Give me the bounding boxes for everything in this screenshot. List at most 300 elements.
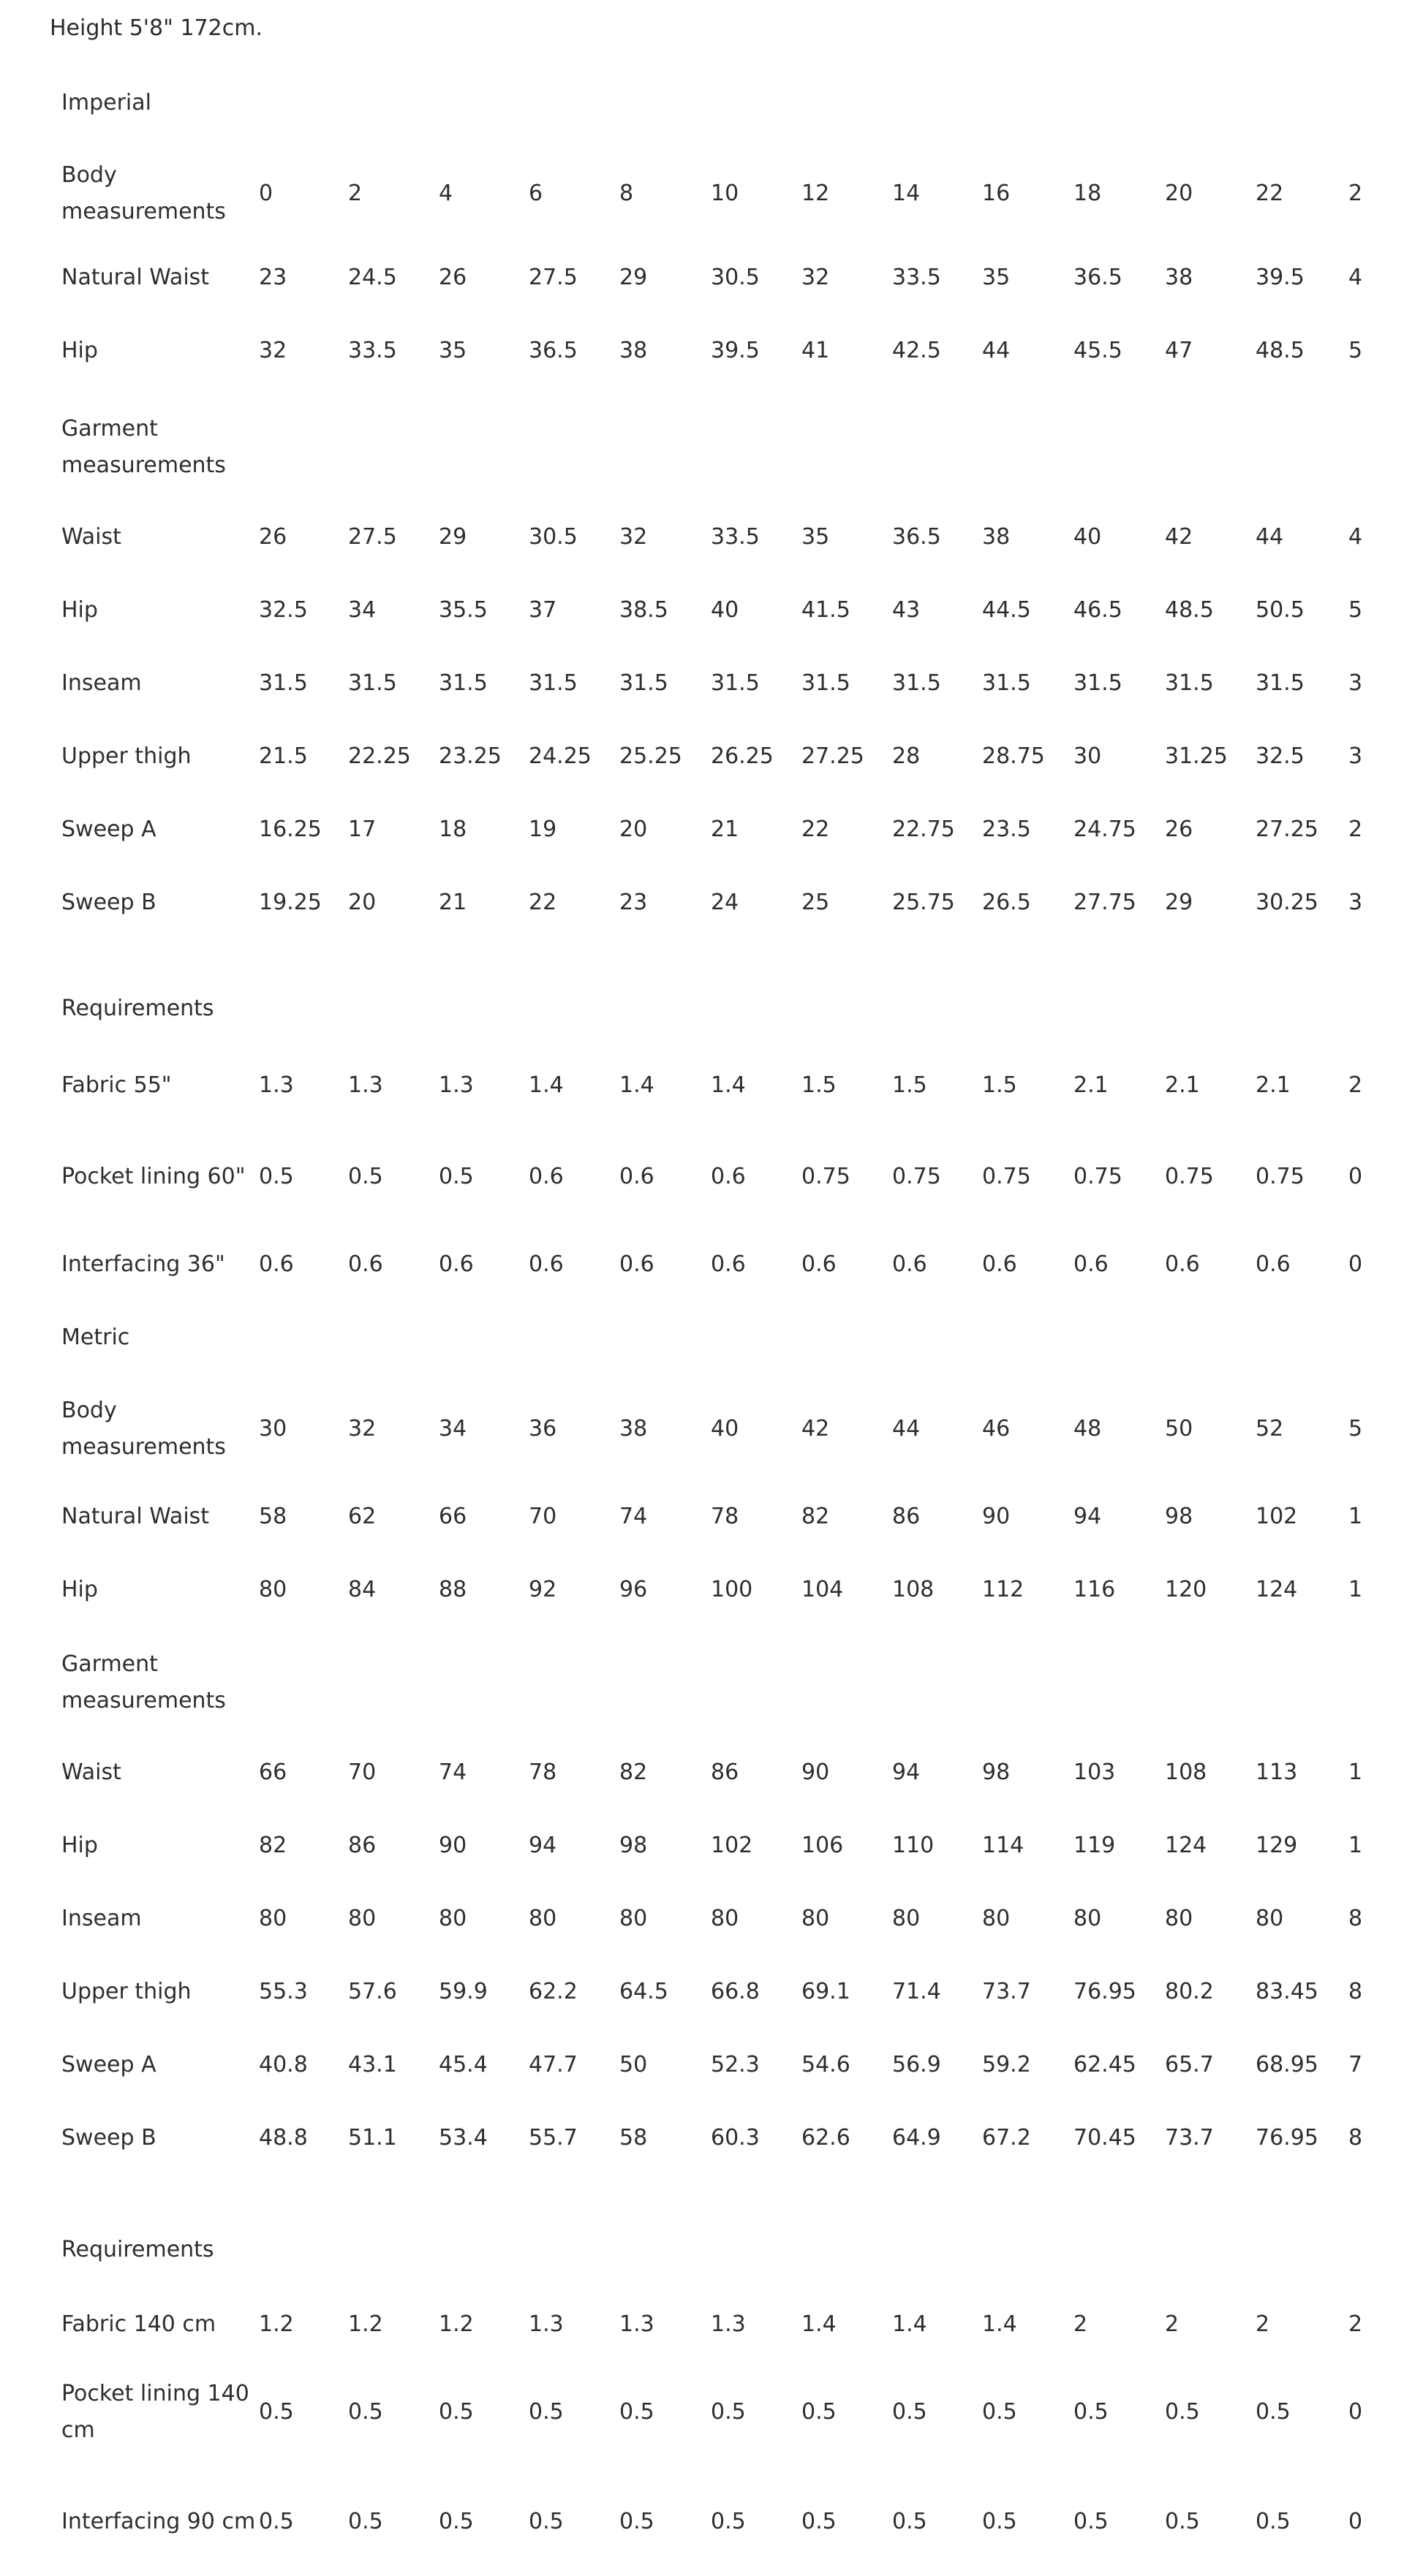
size-value-cell: 62.45 <box>1073 2052 1136 2077</box>
size-value-cell: 66 <box>439 1504 467 1529</box>
size-value-cell: 23.25 <box>439 743 502 769</box>
size-value-cell: 34 <box>439 1416 467 1442</box>
size-value-cell: 26 <box>1165 817 1193 842</box>
size-value-cell: 0.75 <box>801 1164 850 1189</box>
size-value-cell: 26.25 <box>711 743 774 769</box>
size-value-cell: 0.6 <box>619 1164 654 1189</box>
size-value-cell: 1 <box>1348 1577 1363 1602</box>
size-value-cell: 33.5 <box>892 265 941 290</box>
size-value-cell: 14 <box>892 181 921 206</box>
size-value-cell: 0.5 <box>711 2399 746 2425</box>
size-value-cell: 82 <box>801 1504 830 1529</box>
row-label: Sweep B <box>61 2125 156 2151</box>
size-value-cell: 39.5 <box>1256 265 1305 290</box>
size-value-cell: 80 <box>982 1906 1011 1931</box>
size-value-cell: 2 <box>1256 2311 1270 2337</box>
size-value-cell: 0.6 <box>529 1251 564 1277</box>
size-value-cell: 25.25 <box>619 743 682 769</box>
size-value-cell: 0.5 <box>801 2399 837 2425</box>
size-value-cell: 106 <box>801 1833 844 1858</box>
size-value-cell: 42 <box>1165 524 1193 550</box>
size-value-cell: 36 <box>529 1416 557 1442</box>
size-value-cell: 20 <box>619 817 648 842</box>
row-label: Fabric 55" <box>61 1072 172 1098</box>
size-value-cell: 31.25 <box>1165 743 1228 769</box>
size-value-cell: 90 <box>439 1833 467 1858</box>
size-value-cell: 2 <box>1073 2311 1088 2337</box>
size-value-cell: 94 <box>529 1833 557 1858</box>
size-value-cell: 8 <box>619 181 634 206</box>
size-value-cell: 41 <box>801 338 830 363</box>
size-value-cell: 0.5 <box>982 2399 1017 2425</box>
size-value-cell: 31.5 <box>1073 670 1122 696</box>
size-value-cell: 56.9 <box>892 2052 941 2077</box>
metric-requirements-title: Requirements <box>61 2237 214 2262</box>
size-value-cell: 44 <box>982 338 1011 363</box>
size-value-cell: 0.5 <box>1256 2399 1291 2425</box>
size-value-cell: 18 <box>439 817 467 842</box>
size-value-cell: 0.5 <box>711 2509 746 2534</box>
size-value-cell: 70.45 <box>1073 2125 1136 2151</box>
size-value-cell: 36.5 <box>1073 265 1122 290</box>
size-value-cell: 90 <box>982 1504 1011 1529</box>
size-value-cell: 26.5 <box>982 890 1031 915</box>
size-value-cell: 40 <box>1073 524 1102 550</box>
metric-garment-title: Garment measurements <box>61 1651 226 1713</box>
size-value-cell: 1.3 <box>259 1072 294 1098</box>
size-value-cell: 0 <box>259 181 273 206</box>
size-value-cell: 32 <box>259 338 287 363</box>
row-label: Body measurements <box>61 162 226 224</box>
imperial-req-row <box>0 1137 1423 1217</box>
size-value-cell: 50.5 <box>1256 597 1305 623</box>
size-value-cell: 0.75 <box>1165 1164 1214 1189</box>
size-value-cell: 38 <box>1165 265 1193 290</box>
size-value-cell: 23 <box>259 265 287 290</box>
size-value-cell: 2 <box>1348 2311 1363 2337</box>
size-value-cell: 80 <box>1256 1906 1284 1931</box>
size-value-cell: 30.5 <box>711 265 760 290</box>
size-value-cell: 28.75 <box>982 743 1045 769</box>
size-value-cell: 22.75 <box>892 817 955 842</box>
size-value-cell: 0.5 <box>348 2399 383 2425</box>
size-value-cell: 48.5 <box>1165 597 1214 623</box>
size-value-cell: 23 <box>619 890 648 915</box>
size-value-cell: 32.5 <box>259 597 308 623</box>
size-value-cell: 31.5 <box>982 670 1031 696</box>
size-value-cell: 80 <box>711 1906 739 1931</box>
row-label: Natural Waist <box>61 265 210 290</box>
size-value-cell: 42 <box>801 1416 830 1442</box>
size-value-cell: 24.25 <box>529 743 592 769</box>
size-value-cell: 73.7 <box>1165 2125 1214 2151</box>
size-value-cell: 86 <box>348 1833 377 1858</box>
size-value-cell: 94 <box>892 1759 921 1785</box>
size-value-cell: 1.4 <box>529 1072 564 1098</box>
metric-garment-row <box>0 1963 1423 2021</box>
size-value-cell: 47 <box>1165 338 1193 363</box>
size-value-cell: 0.5 <box>892 2399 927 2425</box>
size-value-cell: 98 <box>982 1759 1011 1785</box>
size-value-cell: 50 <box>1165 1416 1193 1442</box>
size-value-cell: 2 <box>1165 2311 1179 2337</box>
row-label: Hip <box>61 1833 98 1858</box>
size-value-cell: 129 <box>1256 1833 1298 1858</box>
metric-title: Metric <box>61 1325 130 1350</box>
size-value-cell: 62 <box>348 1504 377 1529</box>
size-value-cell: 0 <box>1348 1164 1363 1189</box>
size-value-cell: 52.3 <box>711 2052 760 2077</box>
size-value-cell: 45.5 <box>1073 338 1122 363</box>
size-value-cell: 98 <box>1165 1504 1193 1529</box>
size-value-cell: 1.4 <box>982 2311 1017 2337</box>
size-value-cell: 1.4 <box>711 1072 746 1098</box>
imperial-req-row <box>0 1056 1423 1115</box>
size-value-cell: 18 <box>1073 181 1102 206</box>
size-value-cell: 50 <box>619 2052 648 2077</box>
size-value-cell: 0.6 <box>348 1251 383 1277</box>
imperial-garment-row <box>0 800 1423 859</box>
size-value-cell: 2 <box>348 181 363 206</box>
size-value-cell: 0.75 <box>892 1164 941 1189</box>
size-value-cell: 74 <box>619 1504 648 1529</box>
size-value-cell: 2.1 <box>1256 1072 1291 1098</box>
size-value-cell: 0.5 <box>259 2509 294 2534</box>
size-value-cell: 1.4 <box>892 2311 927 2337</box>
size-value-cell: 3 <box>1348 743 1363 769</box>
size-value-cell: 40 <box>711 597 739 623</box>
size-value-cell: 29 <box>619 265 648 290</box>
size-value-cell: 98 <box>619 1833 648 1858</box>
size-value-cell: 6 <box>529 181 543 206</box>
size-value-cell: 19 <box>529 817 557 842</box>
size-value-cell: 33.5 <box>711 524 760 550</box>
metric-body-row <box>0 1488 1423 1546</box>
size-value-cell: 0.5 <box>1073 2399 1109 2425</box>
size-value-cell: 1 <box>1348 1833 1363 1858</box>
size-value-cell: 2 <box>1348 817 1363 842</box>
row-label: Pocket lining 60" <box>61 1164 246 1189</box>
size-value-cell: 84 <box>348 1577 377 1602</box>
size-value-cell: 82 <box>259 1833 287 1858</box>
size-value-cell: 64.9 <box>892 2125 941 2151</box>
size-value-cell: 124 <box>1256 1577 1298 1602</box>
size-value-cell: 0.5 <box>1165 2509 1200 2534</box>
size-value-cell: 27.5 <box>348 524 397 550</box>
size-value-cell: 1.3 <box>348 1072 383 1098</box>
size-value-cell: 4 <box>1348 265 1363 290</box>
size-value-cell: 1.5 <box>892 1072 927 1098</box>
size-value-cell: 3 <box>1348 890 1363 915</box>
size-value-cell: 0.5 <box>1165 2399 1200 2425</box>
imperial-body-row <box>0 157 1423 230</box>
size-value-cell: 108 <box>892 1577 935 1602</box>
size-value-cell: 120 <box>1165 1577 1207 1602</box>
size-value-cell: 26 <box>439 265 467 290</box>
size-value-cell: 20 <box>1165 181 1193 206</box>
size-value-cell: 28 <box>892 743 921 769</box>
size-value-cell: 71.4 <box>892 1979 941 2004</box>
size-value-cell: 32 <box>801 265 830 290</box>
size-value-cell: 48.8 <box>259 2125 308 2151</box>
size-value-cell: 25.75 <box>892 890 955 915</box>
size-value-cell: 4 <box>439 181 453 206</box>
size-value-cell: 46.5 <box>1073 597 1122 623</box>
size-value-cell: 46 <box>982 1416 1011 1442</box>
size-value-cell: 0.6 <box>439 1251 474 1277</box>
size-value-cell: 113 <box>1256 1759 1298 1785</box>
size-value-cell: 73.7 <box>982 1979 1031 2004</box>
size-value-cell: 12 <box>801 181 830 206</box>
size-value-cell: 80 <box>892 1906 921 1931</box>
size-value-cell: 40 <box>711 1416 739 1442</box>
size-value-cell: 31.5 <box>711 670 760 696</box>
size-value-cell: 66 <box>259 1759 287 1785</box>
size-value-cell: 0.5 <box>619 2399 654 2425</box>
size-value-cell: 30.5 <box>529 524 578 550</box>
size-value-cell: 44.5 <box>982 597 1031 623</box>
size-value-cell: 4 <box>1348 524 1363 550</box>
size-value-cell: 51.1 <box>348 2125 397 2151</box>
size-value-cell: 31.5 <box>529 670 578 696</box>
size-value-cell: 29 <box>439 524 467 550</box>
row-label: Interfacing 90 cm <box>61 2509 256 2534</box>
size-value-cell: 76.95 <box>1073 1979 1136 2004</box>
size-value-cell: 74 <box>439 1759 467 1785</box>
row-label: Waist <box>61 1759 121 1785</box>
size-value-cell: 1.4 <box>801 2311 837 2337</box>
size-value-cell: 80 <box>439 1906 467 1931</box>
size-value-cell: 43 <box>892 597 921 623</box>
size-value-cell: 37 <box>529 597 557 623</box>
size-value-cell: 0.75 <box>1073 1164 1122 1189</box>
size-value-cell: 31.5 <box>801 670 850 696</box>
size-value-cell: 0.5 <box>529 2509 564 2534</box>
size-value-cell: 65.7 <box>1165 2052 1214 2077</box>
size-value-cell: 54.6 <box>801 2052 850 2077</box>
size-value-cell: 100 <box>711 1577 753 1602</box>
row-label: Natural Waist <box>61 1504 210 1529</box>
size-value-cell: 0.6 <box>892 1251 927 1277</box>
size-value-cell: 16 <box>982 181 1011 206</box>
size-value-cell: 27.5 <box>529 265 578 290</box>
size-value-cell: 44 <box>1256 524 1284 550</box>
metric-garment-row <box>0 1890 1423 1948</box>
size-value-cell: 0.5 <box>892 2509 927 2534</box>
size-value-cell: 124 <box>1165 1833 1207 1858</box>
size-value-cell: 0.5 <box>1073 2509 1109 2534</box>
size-value-cell: 47.7 <box>529 2052 578 2077</box>
row-label: Pocket lining 140 cm <box>61 2381 249 2443</box>
imperial-garment-row <box>0 654 1423 713</box>
size-value-cell: 67.2 <box>982 2125 1031 2151</box>
metric-req-row <box>0 2372 1423 2452</box>
size-value-cell: 80 <box>259 1577 287 1602</box>
imperial-req-row <box>0 1235 1423 1294</box>
size-value-cell: 36.5 <box>892 524 941 550</box>
size-value-cell: 104 <box>801 1577 844 1602</box>
size-value-cell: 0.5 <box>619 2509 654 2534</box>
size-value-cell: 80 <box>619 1906 648 1931</box>
row-label: Upper thigh <box>61 1979 192 2004</box>
size-value-cell: 31.5 <box>892 670 941 696</box>
size-value-cell: 0.5 <box>439 1164 474 1189</box>
size-value-cell: 0.6 <box>619 1251 654 1277</box>
size-value-cell: 31.5 <box>439 670 488 696</box>
size-value-cell: 27.25 <box>801 743 864 769</box>
size-value-cell: 21 <box>711 817 739 842</box>
size-value-cell: 3 <box>1348 670 1363 696</box>
size-value-cell: 80 <box>529 1906 557 1931</box>
size-value-cell: 1.3 <box>711 2311 746 2337</box>
size-value-cell: 53.4 <box>439 2125 488 2151</box>
size-value-cell: 0.5 <box>439 2399 474 2425</box>
size-value-cell: 78 <box>529 1759 557 1785</box>
size-value-cell: 80 <box>1165 1906 1193 1931</box>
size-value-cell: 119 <box>1073 1833 1116 1858</box>
size-value-cell: 0.5 <box>801 2509 837 2534</box>
size-value-cell: 27.25 <box>1256 817 1318 842</box>
metric-req-row <box>0 2482 1423 2562</box>
size-value-cell: 69.1 <box>801 1979 850 2004</box>
size-value-cell: 8 <box>1348 1906 1363 1931</box>
size-value-cell: 57.6 <box>348 1979 397 2004</box>
row-label: Fabric 140 cm <box>61 2311 216 2337</box>
size-value-cell: 96 <box>619 1577 648 1602</box>
size-value-cell: 102 <box>1256 1504 1298 1529</box>
size-value-cell: 29 <box>1165 890 1193 915</box>
size-value-cell: 5 <box>1348 1416 1363 1442</box>
row-label: Inseam <box>61 670 142 696</box>
size-value-cell: 66.8 <box>711 1979 760 2004</box>
size-value-cell: 102 <box>711 1833 753 1858</box>
size-value-cell: 5 <box>1348 597 1363 623</box>
size-value-cell: 0.6 <box>801 1251 837 1277</box>
size-value-cell: 92 <box>529 1577 557 1602</box>
size-value-cell: 0.6 <box>529 1164 564 1189</box>
size-value-cell: 62.2 <box>529 1979 578 2004</box>
size-value-cell: 48 <box>1073 1416 1102 1442</box>
size-value-cell: 36.5 <box>529 338 578 363</box>
height-note: Height 5'8" 172cm. <box>50 15 263 41</box>
size-value-cell: 0 <box>1348 2509 1363 2534</box>
size-value-cell: 21.5 <box>259 743 308 769</box>
size-value-cell: 30 <box>259 1416 287 1442</box>
size-value-cell: 0.6 <box>1165 1251 1200 1277</box>
imperial-requirements-title: Requirements <box>61 996 214 1021</box>
size-value-cell: 0.6 <box>1256 1251 1291 1277</box>
imperial-title: Imperial <box>61 90 151 115</box>
size-value-cell: 0 <box>1348 1251 1363 1277</box>
row-label: Interfacing 36" <box>61 1251 225 1277</box>
imperial-garment-row <box>0 874 1423 932</box>
imperial-garment-row <box>0 727 1423 786</box>
size-value-cell: 116 <box>1073 1577 1116 1602</box>
row-label: Sweep A <box>61 2052 156 2077</box>
row-label: Upper thigh <box>61 743 192 769</box>
size-value-cell: 8 <box>1348 1979 1363 2004</box>
size-value-cell: 35 <box>439 338 467 363</box>
size-value-cell: 35 <box>982 265 1011 290</box>
size-value-cell: 94 <box>1073 1504 1102 1529</box>
size-value-cell: 86 <box>711 1759 739 1785</box>
size-value-cell: 70 <box>348 1759 377 1785</box>
size-value-cell: 1.5 <box>982 1072 1017 1098</box>
size-value-cell: 0.6 <box>982 1251 1017 1277</box>
size-value-cell: 0.6 <box>259 1251 294 1277</box>
size-value-cell: 0.6 <box>711 1164 746 1189</box>
size-value-cell: 0.75 <box>1256 1164 1305 1189</box>
size-value-cell: 22 <box>1256 181 1284 206</box>
size-value-cell: 22 <box>529 890 557 915</box>
size-value-cell: 86 <box>892 1504 921 1529</box>
size-value-cell: 23.5 <box>982 817 1031 842</box>
size-value-cell: 88 <box>439 1577 467 1602</box>
row-label: Body measurements <box>61 1398 226 1460</box>
size-value-cell: 48.5 <box>1256 338 1305 363</box>
row-label: Hip <box>61 338 98 363</box>
size-value-cell: 0.75 <box>982 1164 1031 1189</box>
size-value-cell: 31.5 <box>1256 670 1305 696</box>
size-value-cell: 62.6 <box>801 2125 850 2151</box>
metric-garment-row <box>0 1743 1423 1802</box>
size-value-cell: 83.45 <box>1256 1979 1318 2004</box>
metric-req-row <box>0 2295 1423 2354</box>
size-value-cell: 2.1 <box>1165 1072 1200 1098</box>
size-value-cell: 80 <box>1073 1906 1102 1931</box>
size-value-cell: 58 <box>619 2125 648 2151</box>
size-value-cell: 22.25 <box>348 743 411 769</box>
size-value-cell: 0.5 <box>348 1164 383 1189</box>
size-value-cell: 64.5 <box>619 1979 668 2004</box>
size-value-cell: 32 <box>348 1416 377 1442</box>
size-value-cell: 82 <box>619 1759 648 1785</box>
size-value-cell: 68.95 <box>1256 2052 1318 2077</box>
size-value-cell: 58 <box>259 1504 287 1529</box>
size-value-cell: 19.25 <box>259 890 322 915</box>
size-value-cell: 38 <box>619 1416 648 1442</box>
size-value-cell: 7 <box>1348 2052 1363 2077</box>
size-value-cell: 52 <box>1256 1416 1284 1442</box>
imperial-garment-row <box>0 508 1423 567</box>
size-value-cell: 26 <box>259 524 287 550</box>
size-value-cell: 76.95 <box>1256 2125 1318 2151</box>
size-value-cell: 27.75 <box>1073 890 1136 915</box>
row-label: Inseam <box>61 1906 142 1931</box>
row-label: Hip <box>61 597 98 623</box>
size-value-cell: 1.3 <box>529 2311 564 2337</box>
size-value-cell: 24.75 <box>1073 817 1136 842</box>
size-value-cell: 2.1 <box>1073 1072 1109 1098</box>
size-value-cell: 20 <box>348 890 377 915</box>
size-value-cell: 0.5 <box>529 2399 564 2425</box>
size-value-cell: 80 <box>801 1906 830 1931</box>
size-value-cell: 30 <box>1073 743 1102 769</box>
size-value-cell: 22 <box>801 817 830 842</box>
imperial-body-row <box>0 249 1423 307</box>
row-label: Sweep B <box>61 890 156 915</box>
size-value-cell: 112 <box>982 1577 1024 1602</box>
row-label: Waist <box>61 524 121 550</box>
size-value-cell: 24.5 <box>348 265 397 290</box>
size-value-cell: 24 <box>711 890 739 915</box>
size-value-cell: 8 <box>1348 2125 1363 2151</box>
size-value-cell: 38 <box>982 524 1011 550</box>
metric-garment-row <box>0 2036 1423 2094</box>
metric-body-row <box>0 1393 1423 1466</box>
size-value-cell: 1.2 <box>439 2311 474 2337</box>
size-value-cell: 1.3 <box>619 2311 654 2337</box>
